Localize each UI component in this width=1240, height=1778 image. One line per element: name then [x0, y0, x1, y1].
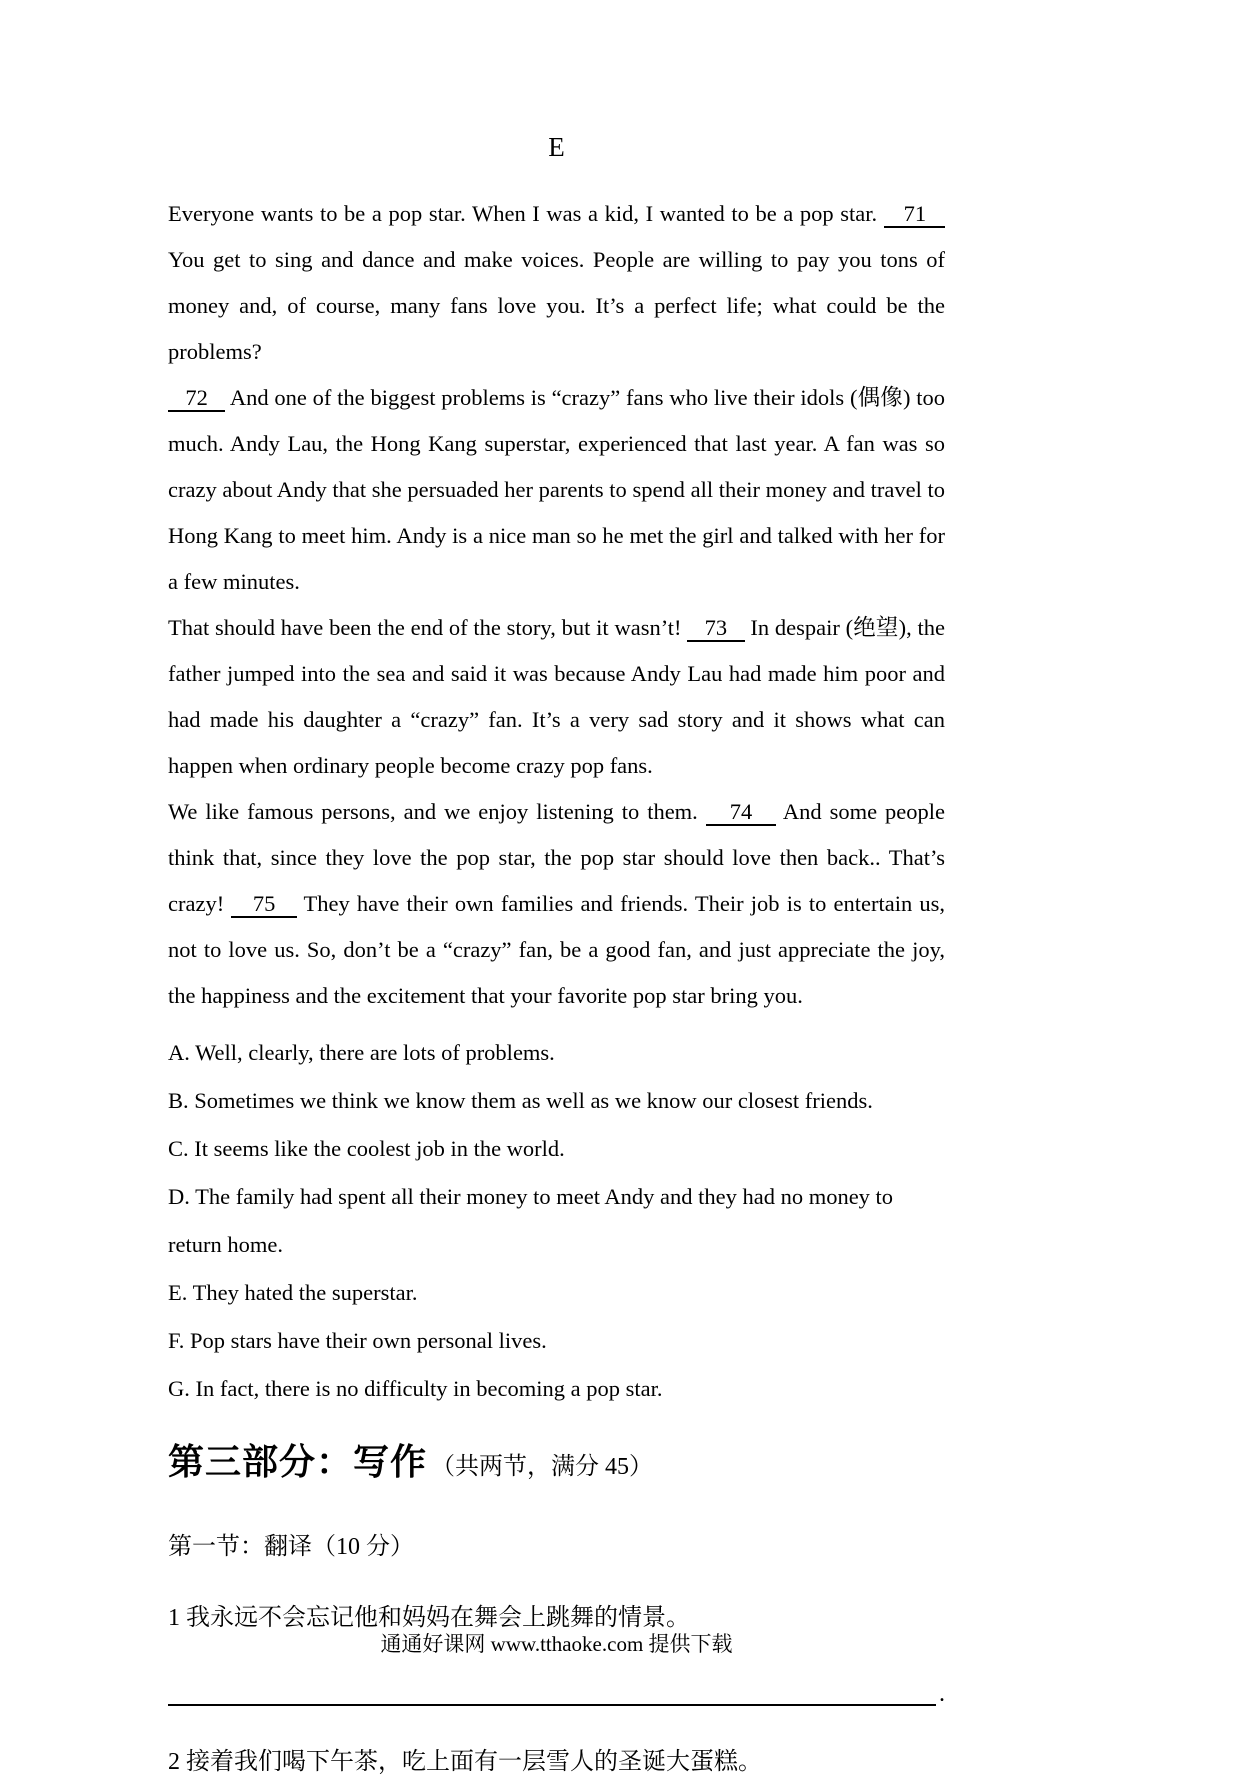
question-blank-71: 71 — [883, 201, 945, 226]
translation-item-1: 1 我永远不会忘记他和妈妈在舞会上跳舞的情景。 — [168, 1605, 690, 1631]
option-g: G. In fact, there is no difficulty in becoming a pop star. — [168, 1376, 663, 1401]
passage-text: And some people think that, since they love the pop star, the pop star should love then back.. That’s crazy! — [168, 799, 946, 916]
section-heading-note: （共两节，满分 45） — [431, 1454, 654, 1480]
passage-text: In despair (绝望), the father jumped into the sea and said it was because Andy Lau had made him poor and had made his daughter a “crazy” fan. It’s a very sad story and it shows what can happen when ordinary people become crazy pop fans. — [168, 615, 945, 778]
answer-underline — [168, 1680, 936, 1706]
passage-text: That should have been the end of the story, but it wasn’t! — [168, 615, 688, 640]
translation-item-2: 2 接着我们喝下午茶，吃上面有一层雪人的圣诞大蛋糕。 — [168, 1749, 762, 1775]
section-heading-text: 第三部分：写作 — [168, 1442, 428, 1483]
passage-paragraph — [168, 375, 945, 605]
passage-text: Everyone wants to be a pop star. When I was a kid, I wanted to be a pop star. — [168, 201, 884, 226]
option-c: C. It seems like the coolest job in the world. — [168, 1136, 565, 1161]
passage-text: We like famous persons, and we enjoy listening to them. — [168, 799, 706, 824]
question-blank-73: 73 — [687, 615, 745, 640]
passage-paragraph — [168, 191, 945, 375]
passage-text: You get to sing and dance and make voices. People are willing to pay you tons of money and, of course, many fans love you. It’s a perfect life; what could be the problems? — [168, 247, 945, 364]
passage-text: They have their own families and friends. Their job is to entertain us, not to love us. So, don’t be a “crazy” fan, be a good fan, and just appreciate the joy, the happiness and the excitement that your favorite pop star bring you. — [168, 891, 946, 1008]
option-b: B. Sometimes we think we know them as well as we know our closest friends. — [168, 1088, 873, 1113]
answer-line-period: . — [939, 1681, 945, 1707]
passage-label: E — [548, 132, 565, 162]
writing-section-heading — [168, 1441, 945, 1492]
page-footer: 通通好课网 www.tthaoke.com 提供下载 — [380, 1632, 733, 1656]
passage-paragraph — [168, 789, 945, 1019]
option-d: D. The family had spent all their money to meet Andy and they had no money to return home. — [168, 1184, 894, 1257]
question-blank-74: 74 — [705, 799, 777, 824]
answer-line-1 — [168, 1680, 945, 1706]
options-list — [168, 1029, 945, 1413]
question-blank-75: 75 — [231, 891, 297, 916]
subsection-heading: 第一节：翻译（10 分） — [168, 1534, 414, 1560]
option-a: A. Well, clearly, there are lots of problems. — [168, 1040, 555, 1065]
passage-text: And one of the biggest problems is “crazy” fans who live their idols (偶像) too much. Andy Lau, the Hong Kang superstar, experienced that last year. A fan was so crazy about Andy that she persuaded her parents to spend all their money and travel to Hong Kang to meet him. Andy is a nice man so he met the girl and talked with her for a few minutes. — [168, 385, 946, 594]
passage-paragraph — [168, 605, 945, 789]
option-e: E. They hated the superstar. — [168, 1280, 418, 1305]
reading-passage — [168, 191, 945, 1019]
question-blank-72: 72 — [168, 385, 226, 410]
option-f: F. Pop stars have their own personal lives. — [168, 1328, 547, 1353]
